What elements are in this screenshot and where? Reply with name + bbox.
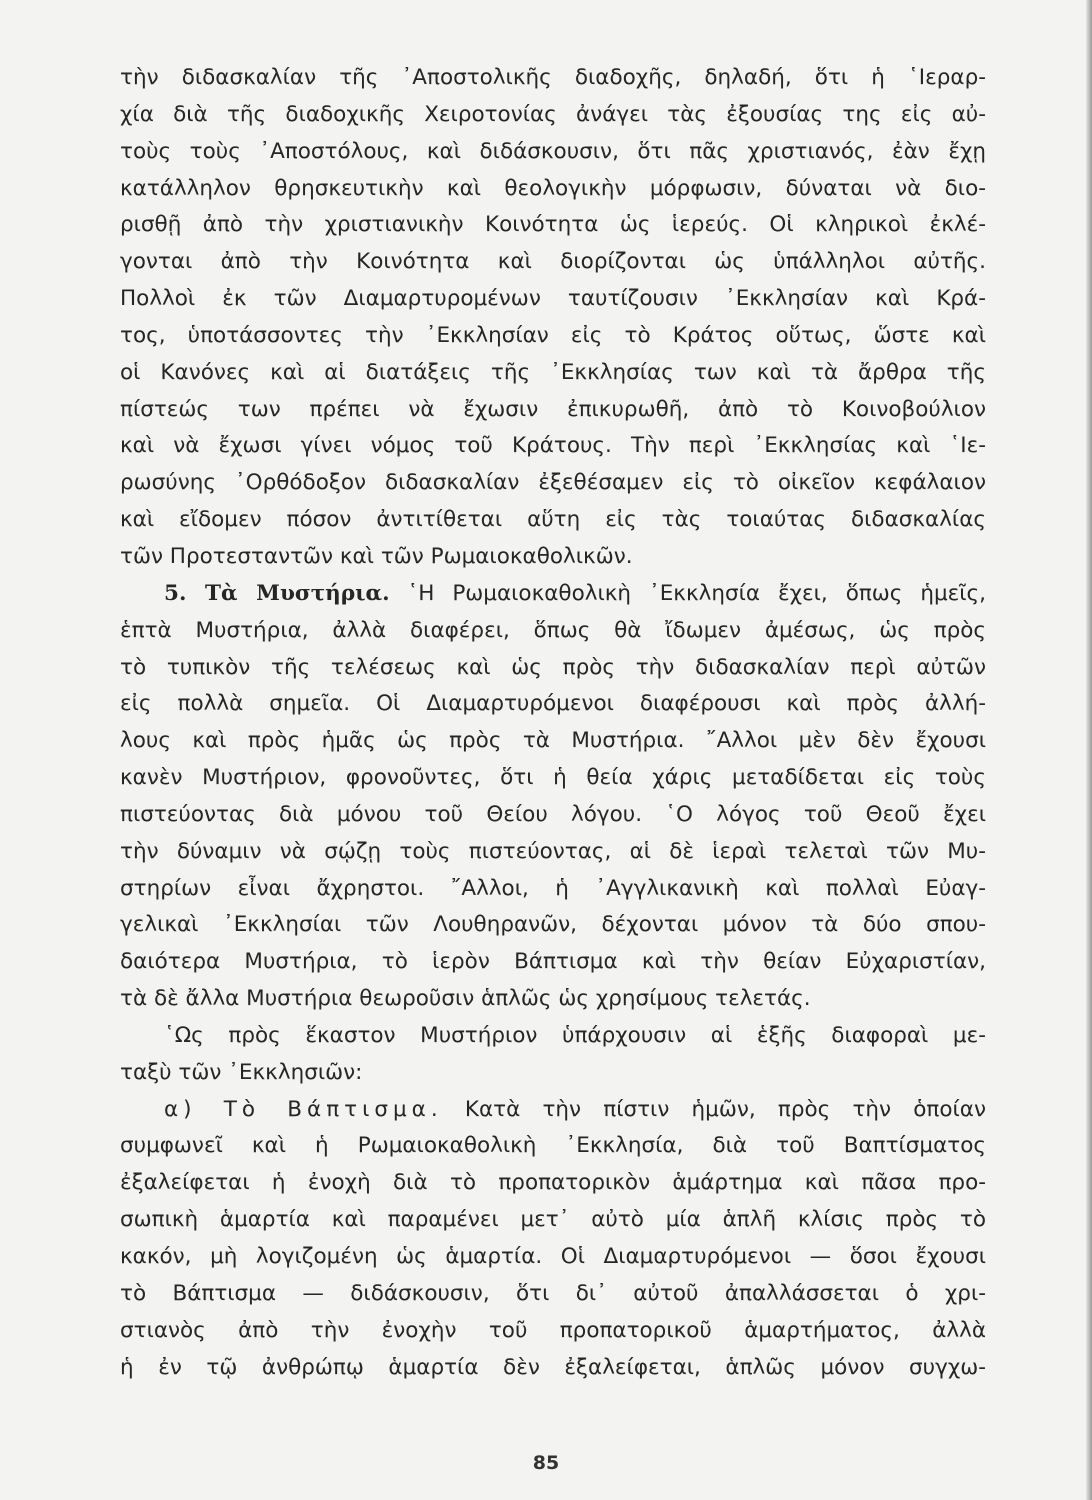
text-line xyxy=(120,1128,986,1165)
line-text: γονται ἀπὸ τὴν Κοινότητα καὶ διορίζονται ὡς ὑπάλληλοι αὐτῆς. xyxy=(120,249,986,275)
text-line xyxy=(120,944,986,981)
text-line xyxy=(120,576,986,613)
text-line xyxy=(120,650,986,687)
text-line xyxy=(120,97,986,134)
text-line xyxy=(120,1276,986,1313)
line-text: πιστεύοντας διὰ μόνου τοῦ Θείου λόγου. ῾Ο λόγος τοῦ Θεοῦ ἔχει xyxy=(120,801,986,827)
line-text: Πολλοὶ ἐκ τῶν Διαμαρτυρομένων ταυτίζουσιν ᾽Εκκλησίαν καὶ Κρά- xyxy=(120,286,986,312)
section-heading: 5. Τὰ Μυστήρια. xyxy=(164,580,390,606)
line-text: εἰς πολλὰ σημεῖα. Οἱ Διαμαρτυρόμενοι διαφέρουσι καὶ πρὸς ἀλλή- xyxy=(120,691,986,717)
page-body-text xyxy=(120,60,986,1386)
text-line xyxy=(120,428,986,465)
line-text: ἑπτὰ Μυστήρια, ἀλλὰ διαφέρει, ὅπως θὰ ἴδωμεν ἀμέσως, ὡς πρὸς xyxy=(120,617,986,643)
text-line xyxy=(120,797,986,834)
line-text: λους καὶ πρὸς ἡμᾶς ὡς πρὸς τὰ Μυστήρια. ῎Αλλοι μὲν δὲν ἔχουσι xyxy=(120,728,986,754)
line-text: ἐξαλείφεται ἡ ἐνοχὴ διὰ τὸ προπατορικὸν ἁμάρτημα καὶ πᾶσα προ- xyxy=(120,1170,986,1196)
line-text: τὰ δὲ ἄλλα Μυστήρια θεωροῦσιν ἁπλῶς ὡς χρησίμους τελετάς. xyxy=(120,986,811,1012)
line-text: τος, ὑποτάσσοντες τὴν ᾽Εκκλησίαν εἰς τὸ Κράτος οὕτως, ὥστε καὶ xyxy=(120,322,986,348)
text-line xyxy=(120,907,986,944)
text-line xyxy=(120,355,986,392)
text-line xyxy=(120,834,986,871)
text-line xyxy=(120,1239,986,1276)
text-line xyxy=(120,207,986,244)
subsection-heading: α) Τὸ Βάπτισμα. xyxy=(164,1096,443,1122)
text-line xyxy=(120,1313,986,1350)
text-line xyxy=(120,723,986,760)
line-text: ταξὺ τῶν ᾽Εκκλησιῶν: xyxy=(120,1059,363,1085)
text-line xyxy=(120,392,986,429)
text-line xyxy=(120,171,986,208)
text-line xyxy=(120,871,986,908)
text-line xyxy=(120,686,986,723)
line-text: δαιότερα Μυστήρια, τὸ ἱερὸν Βάπτισμα καὶ τὴν θείαν Εὐχαριστίαν, xyxy=(120,949,986,975)
text-line xyxy=(120,134,986,171)
text-line xyxy=(120,281,986,318)
line-text: πίστεώς των πρέπει νὰ ἔχωσιν ἐπικυρωθῆ, ἀπὸ τὸ Κοινοβούλιον xyxy=(120,396,986,422)
line-text: κατάλληλον θρησκευτικὴν καὶ θεολογικὴν μόρφωσιν, δύναται νὰ διο- xyxy=(120,175,986,201)
text-line xyxy=(120,244,986,281)
line-text: Κατὰ τὴν πίστιν ἡμῶν, πρὸς τὴν ὁποίαν xyxy=(442,1096,986,1122)
page-number: 85 xyxy=(532,1452,560,1474)
line-text: γελικαὶ ᾽Εκκλησίαι τῶν Λουθηρανῶν, δέχονται μόνον τὰ δύο σπου- xyxy=(120,912,986,938)
line-text: ῾Η Ρωμαιοκαθολικὴ ᾽Εκκλησία ἔχει, ὅπως ἡμεῖς, xyxy=(389,580,987,606)
text-line xyxy=(120,1092,986,1129)
text-line xyxy=(120,539,986,576)
text-line xyxy=(120,981,986,1018)
text-line xyxy=(120,60,986,97)
line-text: σωπικὴ ἁμαρτία καὶ παραμένει μετ᾽ αὐτὸ μία ἁπλῆ κλίσις πρὸς τὸ xyxy=(120,1207,986,1233)
text-line xyxy=(120,318,986,355)
line-text: συμφωνεῖ καὶ ἡ Ρωμαιοκαθολικὴ ᾽Εκκλησία, διὰ τοῦ Βαπτίσματος xyxy=(120,1133,986,1159)
line-text: τὸ Βάπτισμα — διδάσκουσιν, ὅτι δι᾽ αὐτοῦ ἀπαλλάσσεται ὁ χρι- xyxy=(120,1280,986,1306)
text-line xyxy=(120,613,986,650)
line-text: ῾Ως πρὸς ἕκαστον Μυστήριον ὑπάρχουσιν αἱ ἑξῆς διαφοραὶ με- xyxy=(164,1022,986,1048)
line-text: ἡ ἐν τῷ ἀνθρώπῳ ἁμαρτία δὲν ἐξαλείφεται, ἁπλῶς μόνον συγχω- xyxy=(120,1354,986,1380)
line-text: καὶ νὰ ἔχωσι γίνει νόμος τοῦ Κράτους. Τὴν περὶ ᾽Εκκλησίας καὶ ῾Ιε- xyxy=(120,433,986,459)
text-line xyxy=(120,1202,986,1239)
text-line xyxy=(120,1165,986,1202)
line-text: τὴν δύναμιν νὰ σῴζῃ τοὺς πιστεύοντας, αἱ δὲ ἱεραὶ τελεταὶ τῶν Μυ- xyxy=(120,838,986,864)
text-line xyxy=(120,502,986,539)
line-text: ρισθῇ ἀπὸ τὴν χριστιανικὴν Κοινότητα ὡς ἱερεύς. Οἱ κληρικοὶ ἐκλέ- xyxy=(120,212,986,238)
line-text: οἱ Κανόνες καὶ αἱ διατάξεις τῆς ᾽Εκκλησίας των καὶ τὰ ἄρθρα τῆς xyxy=(120,359,986,385)
page-edge-shadow xyxy=(1086,0,1092,1500)
text-line xyxy=(120,465,986,502)
text-line xyxy=(120,1055,986,1092)
line-text: κακόν, μὴ λογιζομένη ὡς ἁμαρτία. Οἱ Διαμαρτυρόμενοι — ὅσοι ἔχουσι xyxy=(120,1244,986,1269)
line-text: καὶ εἴδομεν πόσον ἀντιτίθεται αὕτη εἰς τὰς τοιαύτας διδασκαλίας xyxy=(120,507,986,533)
line-text: στηρίων εἶναι ἄχρηστοι. ῎Αλλοι, ἡ ᾽Αγγλικανικὴ καὶ πολλαὶ Εὐαγ- xyxy=(120,875,986,901)
text-line xyxy=(120,760,986,797)
line-text: ρωσύνης ᾽Ορθόδοξον διδασκαλίαν ἐξεθέσαμεν εἰς τὸ οἰκεῖον κεφάλαιον xyxy=(120,470,986,496)
line-text: τὴν διδασκαλίαν τῆς ᾽Αποστολικῆς διαδοχῆς, δηλαδή, ὅτι ἡ ῾Ιεραρ- xyxy=(120,65,986,90)
line-text: τὸ τυπικὸν τῆς τελέσεως καὶ ὡς πρὸς τὴν διδασκαλίαν περὶ αὐτῶν xyxy=(120,654,986,680)
line-text: χία διὰ τῆς διαδοχικῆς Χειροτονίας ἀνάγει τὰς ἐξουσίας της εἰς αὐ- xyxy=(120,101,986,127)
text-line xyxy=(120,1018,986,1055)
text-line xyxy=(120,1350,986,1387)
line-text: τοὺς τοὺς ᾽Αποστόλους, καὶ διδάσκουσιν, ὅτι πᾶς χριστιανός, ἐὰν ἔχῃ xyxy=(120,138,986,164)
line-text: τῶν Προτεσταντῶν καὶ τῶν Ρωμαιοκαθολικῶν. xyxy=(120,543,633,569)
line-text: στιανὸς ἀπὸ τὴν ἐνοχὴν τοῦ προπατορικοῦ ἁμαρτήματος, ἀλλὰ xyxy=(120,1317,986,1343)
line-text: κανὲν Μυστήριον, φρονοῦντες, ὅτι ἡ θεία χάρις μεταδίδεται εἰς τοὺς xyxy=(120,765,986,791)
